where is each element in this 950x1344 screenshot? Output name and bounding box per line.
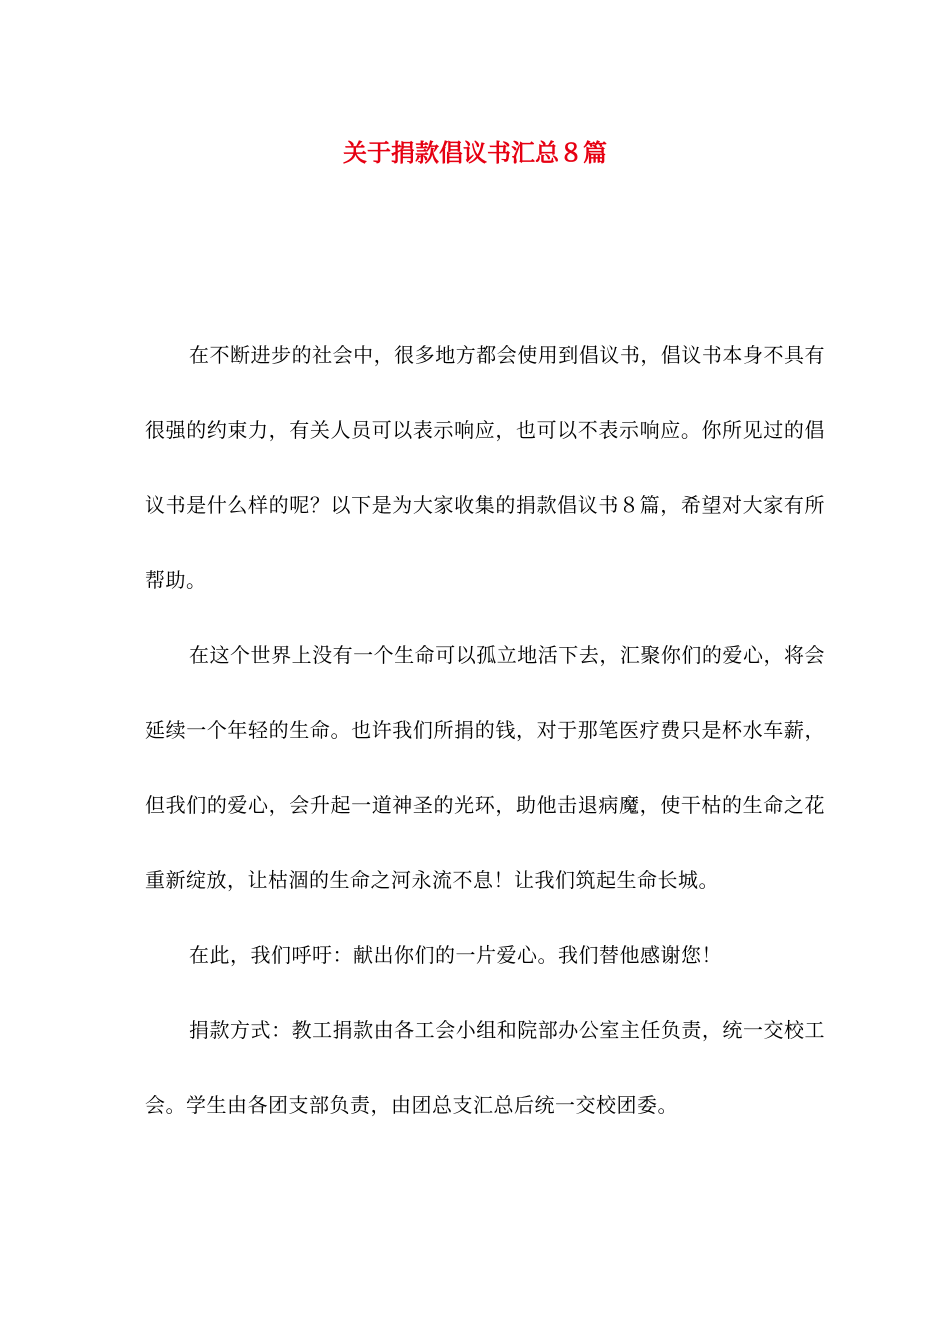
document-title: 关于捐款倡议书汇总８篇 <box>343 138 607 167</box>
document-body <box>145 318 825 1143</box>
paragraph-appeal: 在这个世界上没有一个生命可以孤立地活下去，汇聚你们的爱心，将会延续一个年轻的生命。也许我们所捐的钱，对于那笔医疗费只是杯水车薪，但我们的爱心，会升起一道神圣的光环，助他击退病魔，使干枯的生命之花重新绽放，让枯涸的生命之河永流不息！让我们筑起生命长城。 <box>145 643 825 892</box>
paragraph-call: 在此，我们呼吁：献出你们的一片爱心。我们替他感谢您！ <box>189 943 722 967</box>
paragraph-intro: 在不断进步的社会中，很多地方都会使用到倡议书，倡议书本身不具有很强的约束力，有关人员可以表示响应，也可以不表示响应。你所见过的倡议书是什么样的呢？以下是为大家收集的捐款倡议书８篇，希望对大家有所帮助。 <box>145 343 825 592</box>
paragraph-donation-method: 捐款方式：教工捐款由各工会小组和院部办公室主任负责，统一交校工会。学生由各团支部负责，由团总支汇总后统一交校团委。 <box>145 1018 825 1117</box>
